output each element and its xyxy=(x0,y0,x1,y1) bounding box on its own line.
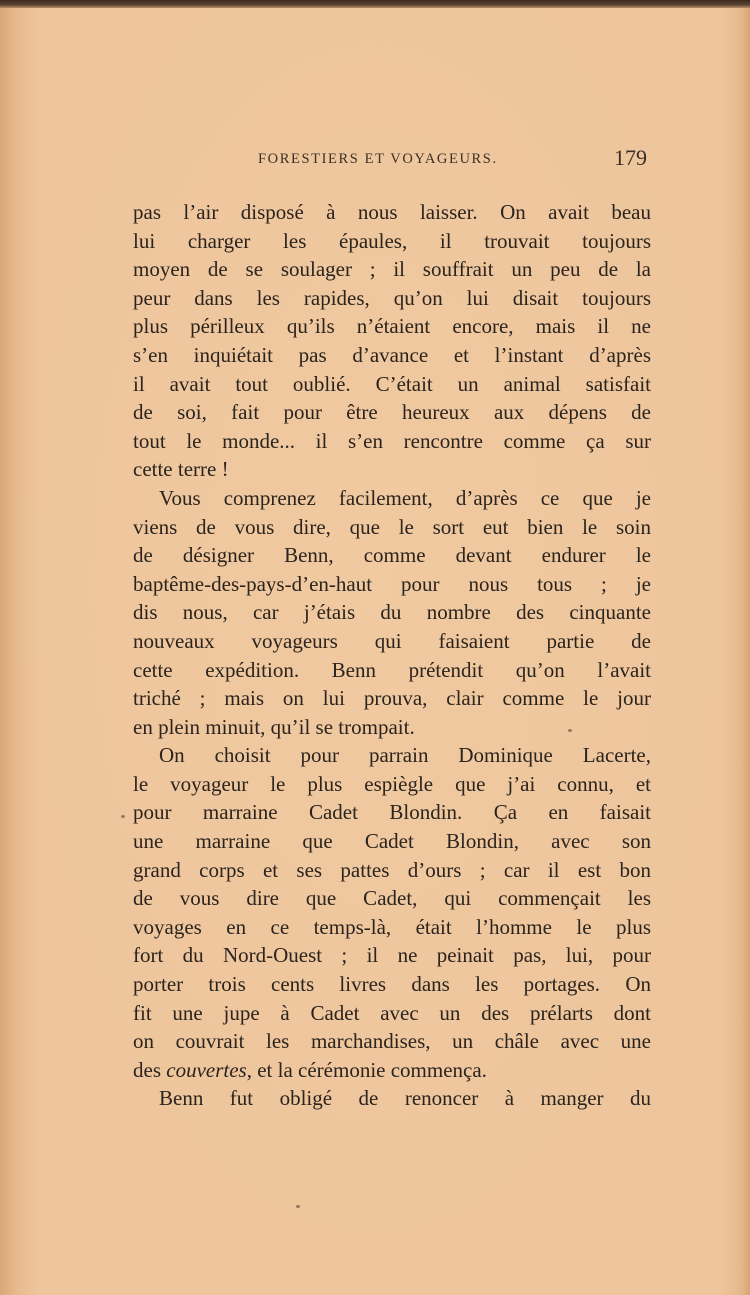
paper-speck xyxy=(296,1205,300,1208)
text-line: tout le monde... il s’en rencontre comme ça sur xyxy=(133,428,651,453)
text-line: grand corps et ses pattes d’ours ; car il est bon xyxy=(133,857,651,882)
text-line: cette expédition. Benn prétendit qu’on l’avait xyxy=(133,657,651,682)
paper-speck xyxy=(121,815,125,818)
text-line: s’en inquiétait pas d’avance et l’instant d’après xyxy=(133,342,651,367)
text-line: le voyageur le plus espiègle que j’ai connu, et xyxy=(133,771,651,796)
text-line: porter trois cents livres dans les portages. On xyxy=(133,972,651,997)
paper-speck xyxy=(568,729,572,732)
text-line: fit une jupe à Cadet avec un des prélarts dont xyxy=(133,1000,651,1025)
text-line: cette terre ! xyxy=(133,457,229,482)
text-line: viens de vous dire, que le sort eut bien le soin xyxy=(133,514,651,539)
body-text xyxy=(133,198,651,1113)
text-line: de désigner Benn, comme devant endurer le xyxy=(133,543,651,568)
text-line: une marraine que Cadet Blondin, avec son xyxy=(133,829,651,854)
text-line: fort du Nord-Ouest ; il ne peinait pas, lui, pour xyxy=(133,943,651,968)
text-run: , et la cérémonie commença. xyxy=(246,1057,487,1082)
text-line: on couvrait les marchandises, un châle avec une xyxy=(133,1029,651,1054)
text-line: baptême-des-pays-d’en-haut pour nous tous ; je xyxy=(133,571,651,596)
text-line: peur dans les rapides, qu’on lui disait toujours xyxy=(133,285,651,310)
text-line: de vous dire que Cadet, qui commençait les xyxy=(133,886,651,911)
text-line: pas l’air disposé à nous laisser. On avait beau xyxy=(133,200,651,224)
text-line: de soi, fait pour être heureux aux dépens de xyxy=(133,400,651,425)
running-head: FORESTIERS ET VOYAGEURS. xyxy=(258,151,498,167)
text-line: plus périlleux qu’ils n’étaient encore, mais il ne xyxy=(133,314,651,339)
italic-word: couvertes xyxy=(166,1057,247,1082)
text-line: moyen de se soulager ; il souffrait un peu de la xyxy=(133,257,651,282)
text-line: triché ; mais on lui prouva, clair comme le jour xyxy=(133,686,651,711)
text-line: dis nous, car j’étais du nombre des cinquante xyxy=(133,600,651,625)
text-line: il avait tout oublié. C’était un animal satisfait xyxy=(133,371,651,396)
text-line: nouveaux voyageurs qui faisaient partie de xyxy=(133,628,651,653)
text-run: des xyxy=(133,1057,167,1082)
text-line-italic-mixed xyxy=(133,1056,651,1085)
text-line: Benn fut obligé de renoncer à manger du xyxy=(159,1086,651,1111)
text-line: lui charger les épaules, il trouvait toujours xyxy=(133,228,651,253)
text-line: Vous comprenez facilement, d’après ce que je xyxy=(159,485,651,510)
page-top-edge xyxy=(0,0,750,8)
text-line: voyages en ce temps-là, était l’homme le plus xyxy=(133,914,651,939)
page-number: 179 xyxy=(614,145,647,170)
text-line: On choisit pour parrain Dominique Lacerte, xyxy=(159,743,651,768)
text-line: en plein minuit, qu’il se trompait. xyxy=(133,714,415,739)
text-line: pour marraine Cadet Blondin. Ça en faisait xyxy=(133,800,651,825)
